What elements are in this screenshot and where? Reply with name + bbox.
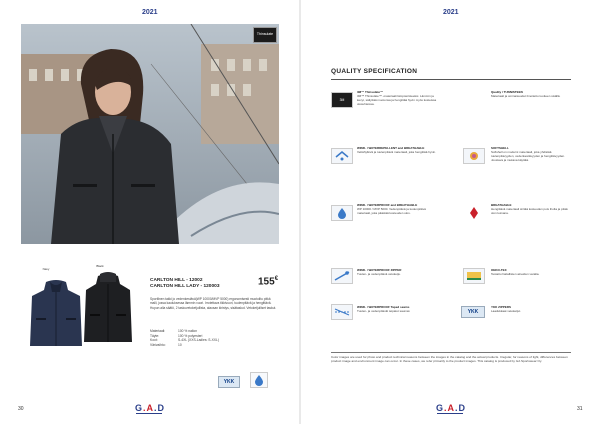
brand-logo: G.A.D [436, 403, 467, 413]
spec-row: Koot: S-4XL (XXS-Ladies: S-XXL) [150, 338, 219, 343]
oeko-tex-icon [463, 268, 485, 284]
page-number: 30 [18, 406, 24, 412]
softshell-icon [463, 148, 485, 164]
product-price [258, 276, 278, 287]
waterproof-icon [250, 372, 268, 388]
product-title-line1: CARLTON HILL - 12002 [150, 278, 203, 283]
logo-underline [437, 413, 463, 414]
page-number: 31 [577, 406, 583, 412]
price-value: 155 [258, 276, 275, 288]
wind-waterproof-icon [331, 205, 353, 221]
wind-water-repellent-icon [331, 148, 353, 164]
spec-block: SOFTSHELL Softshell on moderni materiaali, joka yhdistää tuulenpitävyyden, vedenkestävyyden ja hengittävyyden. Joustava ja mukava käyttää. [491, 146, 566, 162]
spec-row: Täyte: 100 % polyesteri [150, 333, 203, 338]
logo-underline [136, 413, 162, 414]
product-title-line2: CARLTON HILL LADY - 120003 [150, 284, 220, 289]
breathable-icon [463, 205, 485, 221]
thumb-label-black: Black [96, 264, 104, 268]
product-description: Sportlinen takki jo vedenkestävä(WP 10000/MVP 5000) ergonomisesti muotoiltu pitkä malli, jossa kauluksessa lämmin vuori. Irrotettava tikkivuori, tuulenpitävä ja hengittävä. Hupun alla säätö, 2 taskuvetoketjullista, alaosan kiristys, sisätaskut. Vetoketjulliset taskut. [150, 297, 277, 310]
ykk-icon: YKK [461, 306, 485, 318]
title-divider [331, 79, 571, 80]
thinsulate-badge: Thinsulate [253, 27, 277, 43]
thinsulate-icon: 3M [331, 92, 353, 108]
thumb-label-navy: Navy [42, 267, 50, 271]
spec-block: BREATHABLE Hengittävä materiaali siirtää kosteuden pois iholta ja pitää olon kuivana. [491, 203, 568, 215]
price-currency: € [274, 276, 279, 282]
brand-logo: G.A.D [135, 403, 166, 413]
spec-row: Materiaali: 100 % nailon [150, 329, 198, 333]
spec-block: OEKO-TEX Testattu haitallisten aineiden varalta. [491, 268, 540, 276]
spec-block: 3M™ Thinsulate™ 3M™ Thinsulate™ -materiaali lämpöeristeeksi. Lämmin ja kevyt, säilyttää muotonsa ja hengittää hyvin myös kosteissa olosuhteissa. [357, 90, 437, 106]
year-label: 2021 [443, 9, 459, 16]
spec-block: WIND- / WATERREPELLENT and BREATHABLE Vettähylkivä ja tuulenpitävä materiaali, joka hengittää hyvin. [357, 146, 437, 154]
waterproof-zipper-icon [331, 268, 353, 284]
taped-seams-icon [331, 304, 353, 320]
product-photo-illustration [21, 24, 279, 244]
year-label: 2021 [142, 9, 158, 16]
right-page [301, 0, 600, 424]
ykk-logo: YKK [218, 376, 240, 388]
jacket-thumbnail-black[interactable] [80, 272, 136, 344]
footnote: Color images are used for photo and product technical reasons between the images in the catalog and the actual products. Irregular, for reasons of light, differences between product image and environment image can occur. In these cases, we refer primarily to the product images. This catalog is produced by GA Sportswear Oy. [331, 352, 571, 363]
page-title: QUALITY SPECIFICATION [331, 68, 418, 75]
left-page [0, 0, 299, 424]
spec-block: WIND- / WATERPROOF and BREATHABLE WP 10000 / MVP 5000. Vedenpitävä ja tuulenpitävä materiaali, joka päästää kosteuden ulos. [357, 203, 426, 215]
product-title [150, 278, 219, 290]
product-specs [150, 329, 219, 347]
spec-block: WIND- / WATERPROOF ZIPPER Tuulen- ja vedenpitävä vetoketju. [357, 268, 402, 276]
jacket-thumbnail-navy[interactable] [28, 278, 84, 350]
spec-block: WIND- / WATERPROOF Taped seams Tuulen- ja vedenpitävät teipatut saumat. [357, 305, 411, 313]
spec-block: Quality / TUNNISTEEN Materiaali ja ominaisuudet ilmoitettu tuotteen sisällä. [491, 90, 561, 98]
spec-row: Värivaihto: 10 [150, 342, 182, 347]
product-photo [21, 24, 279, 244]
spec-block: YKK ZIPPERS Laadukkaat vetoketjut. [491, 305, 522, 313]
